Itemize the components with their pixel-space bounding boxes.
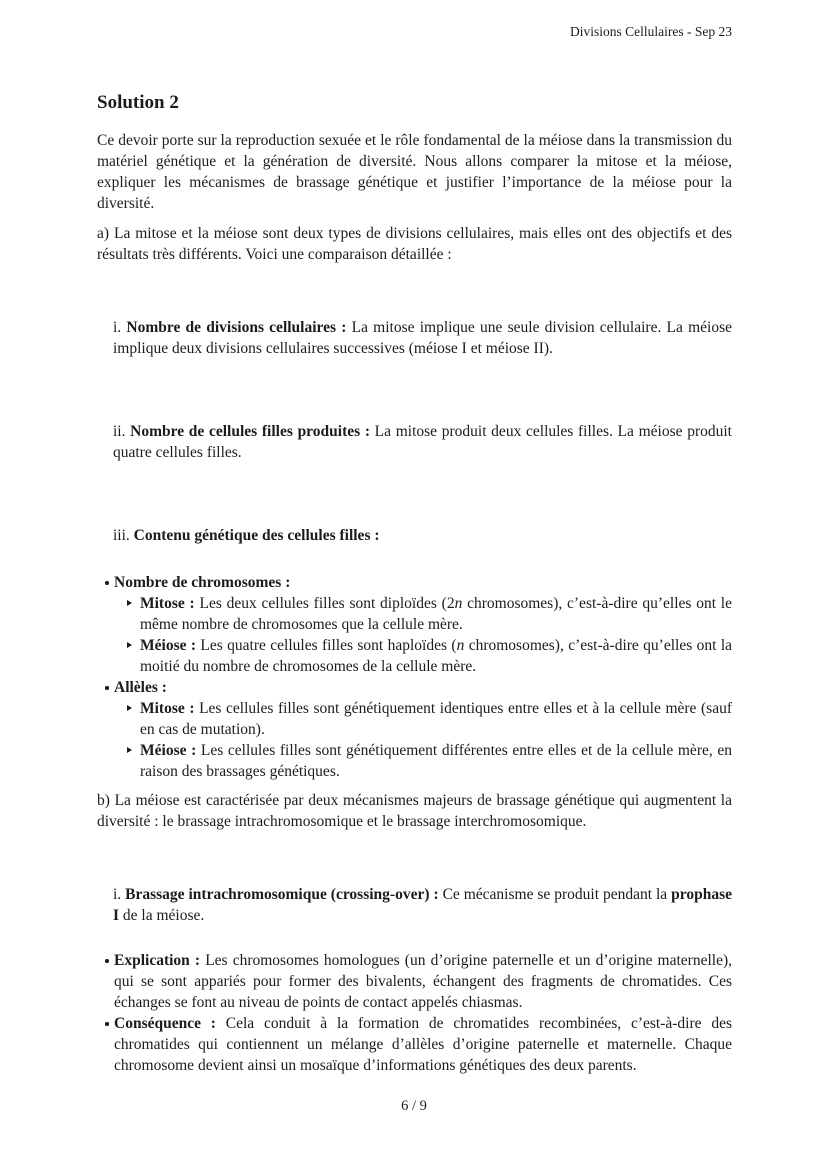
triangle-bullet-icon: [127, 635, 140, 648]
list-item: [97, 677, 732, 698]
list-item-text: Explication : Les chromosomes homologues (un d’origine paternelle et un d’origine maternelle), qui se sont appariés pour former des bivalents, échangent des fragments de chromatides. Ces échanges se font au niveau de points de contact appelés chiasmas.: [114, 952, 733, 1011]
genetic-content-list: [97, 572, 732, 782]
list-item-text: Conséquence : Cela conduit à la formation de chromatides recombinées, c’est-à-dire des chromatides qui contiennent un mélange d’allèles d’origine paternelle et maternelle. Chaque chromosome devient ainsi un mosaïque d’informations génétiques des deux parents.: [114, 1015, 732, 1074]
list-item: [97, 950, 732, 1013]
list-item: [97, 1013, 732, 1076]
crossing-over-list: [97, 950, 732, 1076]
list-item-text: Mitose : Les deux cellules filles sont diploïdes (2n chromosomes), c’est-à-dire qu’elles ont le même nombre de chromosomes que la cellule mère.: [140, 595, 732, 633]
item-divisions-cellulaires: i. Nombre de divisions cellulaires : La mitose implique une seule division cellulaire. La méiose implique deux divisions cellulaires successives (méiose I et méiose II).: [113, 319, 732, 357]
triangle-bullet-icon: [127, 593, 140, 606]
item-contenu-genetique: iii. Contenu génétique des cellules filles :: [113, 527, 380, 544]
list-item: [97, 698, 732, 740]
list-item: [97, 740, 732, 782]
list-item-text: Nombre de chromosomes :: [114, 574, 291, 591]
paragraph-a: a) La mitose et la méiose sont deux types de divisions cellulaires, mais elles ont des objectifs et des résultats très différents. Voici une comparaison détaillée :: [97, 225, 732, 263]
bullet-icon: [105, 677, 114, 690]
list-item: [97, 635, 732, 677]
list-item: [97, 593, 732, 635]
bullet-icon: [105, 950, 114, 963]
bullet-icon: [105, 1013, 114, 1026]
running-header: Divisions Cellulaires - Sep 23: [570, 24, 732, 39]
triangle-bullet-icon: [127, 740, 140, 753]
list-item: [97, 572, 732, 593]
page-title: Solution 2: [97, 92, 179, 113]
list-item-text: Méiose : Les cellules filles sont génétiquement différentes entre elles et de la cellule mère, en raison des brassages génétiques.: [140, 742, 732, 780]
list-item-text: Méiose : Les quatre cellules filles sont haploïdes (n chromosomes), c’est-à-dire qu’elles ont la moitié du nombre de chromosomes de la cellule mère.: [140, 637, 733, 675]
list-item-text: Mitose : Les cellules filles sont génétiquement identiques entre elles et à la cellule mère (sauf en cas de mutation).: [140, 700, 732, 738]
bullet-icon: [105, 572, 114, 585]
item-brassage-intrachromosomique: i. Brassage intrachromosomique (crossing-over) : Ce mécanisme se produit pendant la prophase I de la méiose.: [113, 886, 732, 924]
paragraph-b: b) La méiose est caractérisée par deux mécanismes majeurs de brassage génétique qui augmentent la diversité : le brassage intrachromosomique et le brassage interchromosomique.: [97, 792, 732, 830]
item-cellules-filles-produites: ii. Nombre de cellules filles produites : La mitose produit deux cellules filles. La méiose produit quatre cellules filles.: [113, 423, 732, 461]
triangle-bullet-icon: [127, 698, 140, 711]
list-item-text: Allèles :: [114, 679, 167, 696]
page-number: 6 / 9: [401, 1098, 427, 1114]
intro-paragraph: Ce devoir porte sur la reproduction sexuée et le rôle fondamental de la méiose dans la transmission du matériel génétique et la génération de diversité. Nous allons comparer la mitose et la méiose, expliquer les mécanismes de brassage génétique et justifier l’importance de la méiose pour la diversité.: [97, 132, 732, 212]
